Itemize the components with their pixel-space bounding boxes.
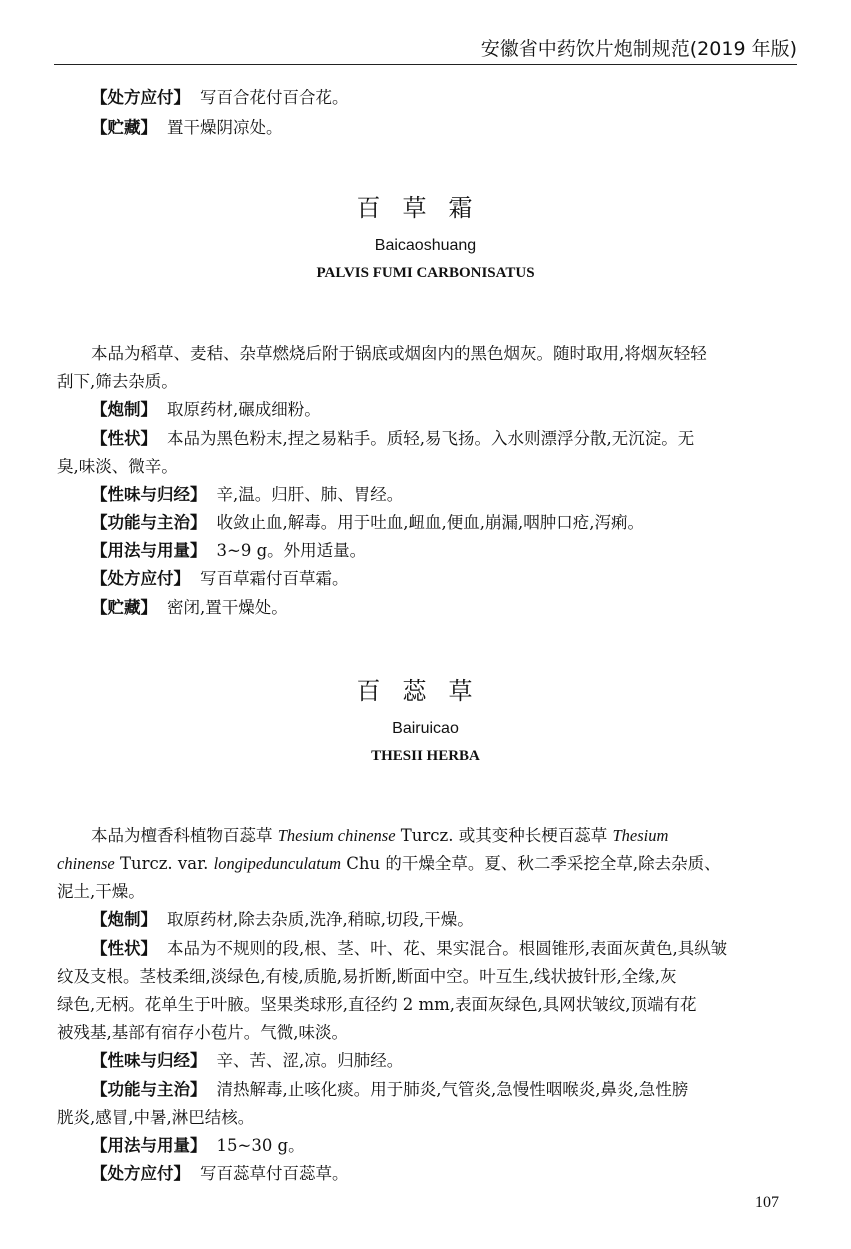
entry1-latin: PALVIS FUMI CARBONISATUS [316, 265, 535, 281]
entry1-rx-line [57, 567, 831, 591]
label: 【贮藏】 [91, 598, 157, 617]
entry2-char-line [57, 937, 831, 961]
entry1-intro-line: 刮下,筛去杂质。 [57, 372, 178, 391]
label: 【处方应付】 [91, 569, 190, 588]
prev-rx-line [57, 86, 831, 110]
text: 清热解毒,止咳化痰。用于肺炎,气管炎,急慢性咽喉炎,鼻炎,急性膀 [216, 1080, 689, 1099]
label: 【功能与主治】 [91, 513, 207, 532]
entry2-func-line: 胱炎,感冒,中暑,淋巴结核。 [57, 1108, 255, 1127]
entry2-rx-line [57, 1162, 831, 1186]
text: 本品为檀香科植物百蕊草 [91, 826, 278, 845]
text: 取原药材,碾成细粉。 [167, 400, 321, 419]
text: Turcz. var. [114, 854, 214, 873]
entry1-title: 百草霜 [356, 194, 495, 222]
entry2-intro-line [57, 852, 797, 876]
entry1-proc-line [57, 398, 831, 422]
label: 【功能与主治】 [91, 1080, 207, 1099]
text: 写百蕊草付百蕊草。 [200, 1164, 349, 1183]
label: 【用法与用量】 [91, 541, 207, 560]
label: 【贮藏】 [91, 118, 157, 137]
variety-name: longipedunculatum [213, 854, 342, 873]
label: 【性状】 [91, 429, 157, 448]
text: 取原药材,除去杂质,洗净,稍晾,切段,干燥。 [167, 910, 474, 929]
entry2-char-line: 纹及支根。茎枝柔细,淡绿色,有棱,质脆,易折断,断面中空。叶互生,线状披针形,全缘,灰 [57, 967, 677, 986]
entry1-func-line [57, 511, 831, 535]
text: Chu 的干燥全草。夏、秋二季采挖全草,除去杂质、 [341, 854, 721, 873]
text: 写百合花付百合花。 [200, 88, 349, 107]
text: 置干燥阴凉处。 [167, 118, 283, 137]
species-name: chinense [57, 854, 115, 873]
text: 密闭,置干燥处。 [167, 598, 288, 617]
entry1-char-line: 臭,味淡、微辛。 [57, 457, 178, 476]
entry1-intro-line: 本品为稻草、麦秸、杂草燃烧后附于锅底或烟囱内的黑色烟灰。随时取用,将烟灰轻轻 [91, 344, 707, 363]
entry2-char-line: 被残基,基部有宿存小苞片。气微,味淡。 [57, 1023, 348, 1042]
label: 【性味与归经】 [91, 1051, 207, 1070]
label: 【炮制】 [91, 910, 157, 929]
text: 3~9 g。外用适量。 [216, 541, 367, 560]
label: 【性味与归经】 [91, 485, 207, 504]
species-name: Thesium [612, 826, 669, 845]
label: 【处方应付】 [91, 1164, 190, 1183]
entry2-char-line: 绿色,无柄。花单生于叶腋。坚果类球形,直径约 2 mm,表面灰绿色,具网状皱纹,顶端有花 [57, 995, 697, 1014]
entry2-usage-line [57, 1134, 831, 1158]
label: 【用法与用量】 [91, 1136, 207, 1155]
text: 辛、苦、涩,凉。归肺经。 [216, 1051, 404, 1070]
entry2-intro-line [57, 824, 831, 848]
entry1-usage-line [57, 539, 831, 563]
text: 本品为黑色粉末,捏之易粘手。质轻,易飞扬。入水则漂浮分散,无沉淀。无 [167, 429, 695, 448]
page-number: 107 [755, 1194, 779, 1211]
label: 【性状】 [91, 939, 157, 958]
entry1-char-line [57, 427, 831, 451]
header-title: 安徽省中药饮片炮制规范(2019 年版) [480, 38, 797, 60]
entry2-taste-line [57, 1049, 831, 1073]
entry2-intro-line: 泥土,干燥。 [57, 882, 145, 901]
entry2-title: 百蕊草 [356, 677, 495, 705]
entry2-pinyin: Bairuicao [392, 720, 459, 737]
text: 收敛止血,解毒。用于吐血,衄血,便血,崩漏,咽肿口疮,泻痢。 [216, 513, 644, 532]
entry1-pinyin: Baicaoshuang [374, 237, 477, 254]
text: 15~30 g。 [216, 1136, 305, 1155]
text: 本品为不规则的段,根、茎、叶、花、果实混合。根圆锥形,表面灰黄色,具纵皱 [167, 939, 728, 958]
entry2-latin: THESII HERBA [371, 748, 480, 764]
label: 【炮制】 [91, 400, 157, 419]
label: 【处方应付】 [91, 88, 190, 107]
text: 辛,温。归肝、肺、胃经。 [216, 485, 404, 504]
text: 写百草霜付百草霜。 [200, 569, 349, 588]
text: Turcz. 或其变种长梗百蕊草 [395, 826, 613, 845]
entry1-storage-line [57, 596, 831, 620]
entry1-taste-line [57, 483, 831, 507]
entry2-proc-line [57, 908, 831, 932]
entry2-func-line [57, 1078, 831, 1102]
running-header [54, 28, 797, 65]
prev-storage-line [57, 116, 831, 140]
species-name: Thesium chinense [277, 826, 396, 845]
